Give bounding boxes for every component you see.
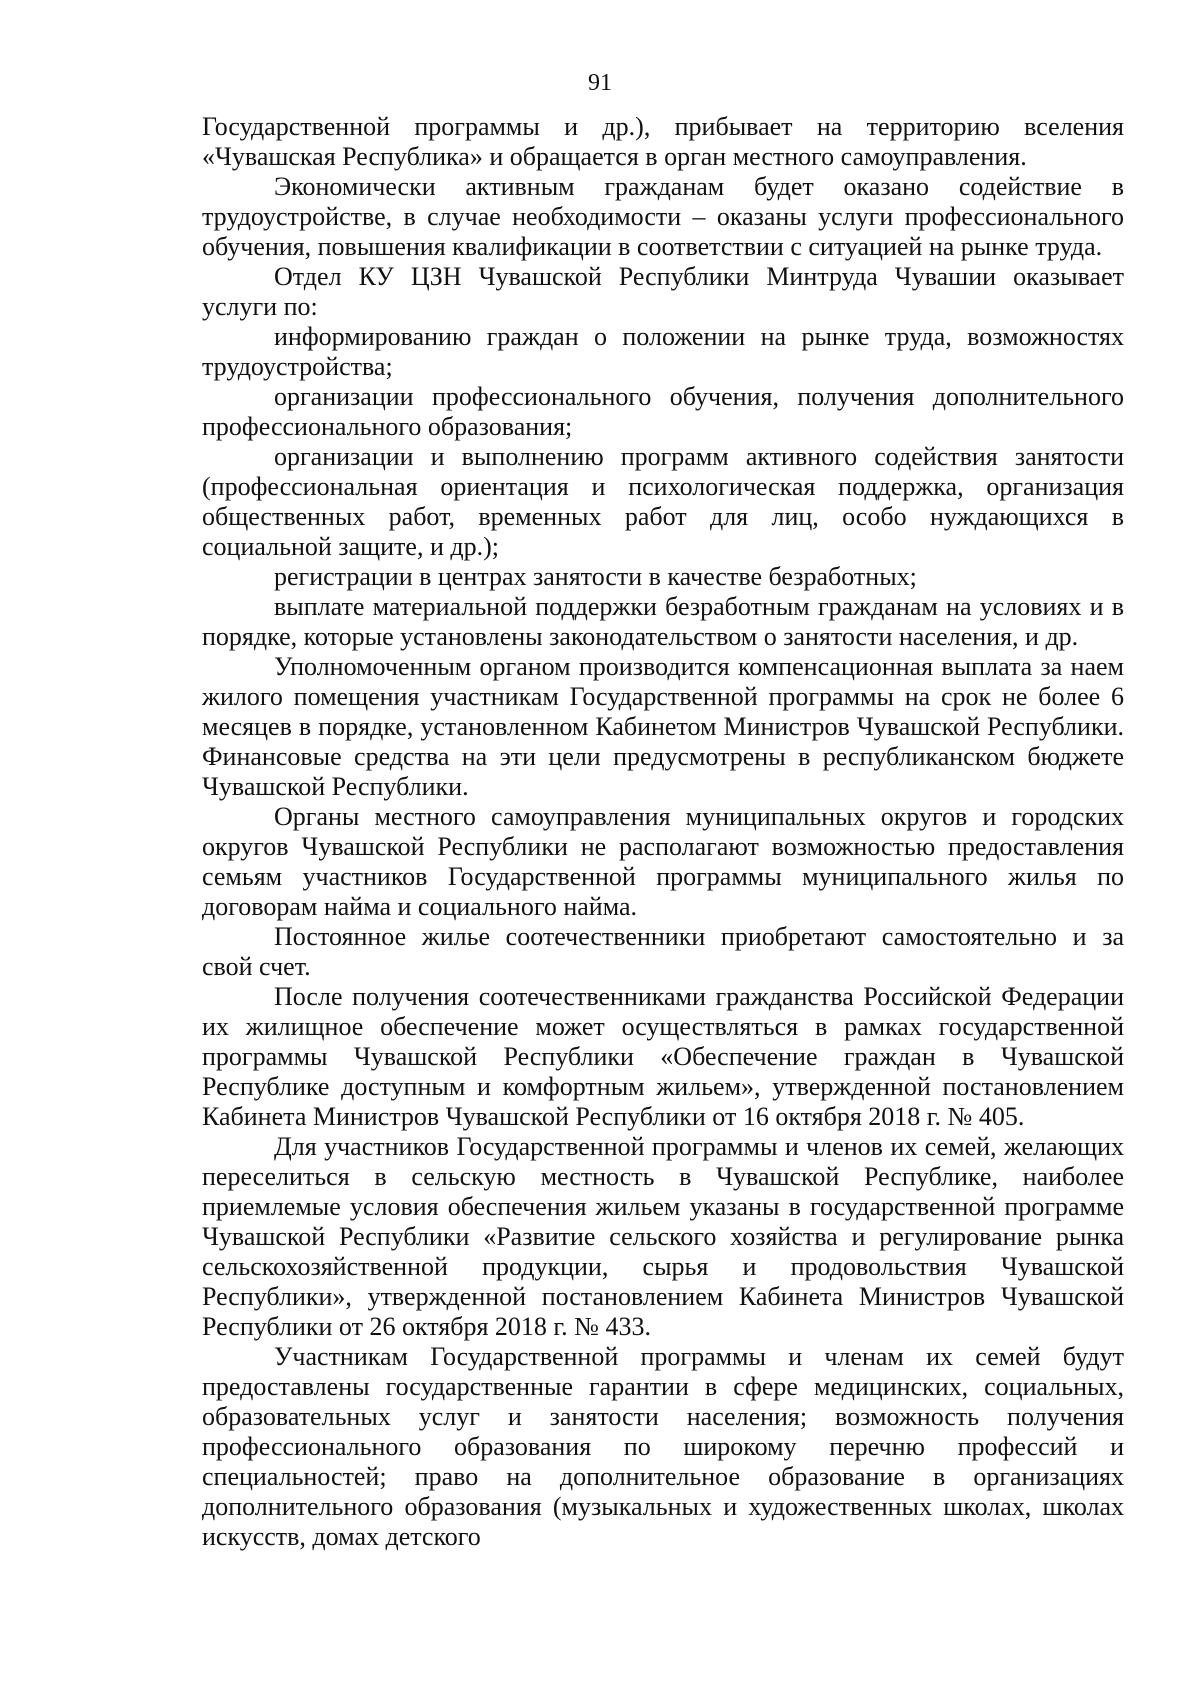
paragraph: Отдел КУ ЦЗН Чувашской Республики Минтруда Чувашии оказывает услуги по:: [202, 262, 1124, 321]
paragraph: выплате материальной поддержки безработным гражданам на условиях и в порядке, которые установлены законодательством о занятости населения, и др.: [202, 592, 1124, 651]
paragraph: Уполномоченным органом производится компенсационная выплата за наем жилого помещения участникам Государственной программы на срок не более 6 месяцев в порядке, установленном Кабинетом Министров Чувашской Республики. Финансовые средства на эти цели предусмотрены в республиканском бюджете Чувашской Республики.: [202, 652, 1124, 801]
paragraph: Участникам Государственной программы и членам их семей будут предоставлены государственные гарантии в сфере медицинских, социальных, образовательных услуг и занятости населения; возможность получения профессионального образования по широкому перечню профессий и специальностей; право на дополнительное образование в организациях дополнительного образования (музыкальных и художественных школах, школах искусств, домах детского: [202, 1342, 1124, 1551]
paragraph: Для участников Государственной программы и членов их семей, желающих переселиться в сельскую местность в Чувашской Республике, наиболее приемлемые условия обеспечения жильем указаны в государственной программе Чувашской Республики «Развитие сельского хозяйства и регулирование рынка сельскохозяйственной продукции, сырья и продовольствия Чувашской Республики», утвержденной постановлением Кабинета Министров Чувашской Республики от 26 октября 2018 г. № 433.: [202, 1132, 1124, 1341]
body-text: [202, 112, 1124, 1552]
paragraph: информированию граждан о положении на рынке труда, возможностях трудоустройства;: [202, 322, 1124, 381]
page-number: 91: [588, 70, 612, 96]
paragraph: регистрации в центрах занятости в качестве безработных;: [274, 562, 917, 591]
paragraph: Органы местного самоуправления муниципальных округов и городских округов Чувашской Республики не располагают возможностью предоставления семьям участников Государственной программы муниципального жилья по договорам найма и социального найма.: [202, 802, 1124, 921]
paragraph: Постоянное жилье соотечественники приобретают самостоятельно и за свой счет.: [202, 922, 1124, 981]
paragraph: Государственной программы и др.), прибывает на территорию вселения «Чувашская Республика» и обращается в орган местного самоуправления.: [202, 112, 1124, 171]
paragraph: организации и выполнению программ активного содействия занятости (профессиональная ориентация и психологическая поддержка, организация общественных работ, временных работ для лиц, особо нуждающихся в социальной защите, и др.);: [202, 442, 1124, 561]
paragraph: организации профессионального обучения, получения дополнительного профессионального образования;: [202, 382, 1124, 441]
paragraph: Экономически активным гражданам будет оказано содействие в трудоустройстве, в случае необходимости – оказаны услуги профессионального обучения, повышения квалификации в соответствии с ситуацией на рынке труда.: [202, 172, 1124, 261]
paragraph: После получения соотечественниками гражданства Российской Федерации их жилищное обеспечение может осуществляться в рамках государственной программы Чувашской Республики «Обеспечение граждан в Чувашской Республике доступным и комфортным жильем», утвержденной постановлением Кабинета Министров Чувашской Республики от 16 октября 2018 г. № 405.: [202, 982, 1124, 1131]
